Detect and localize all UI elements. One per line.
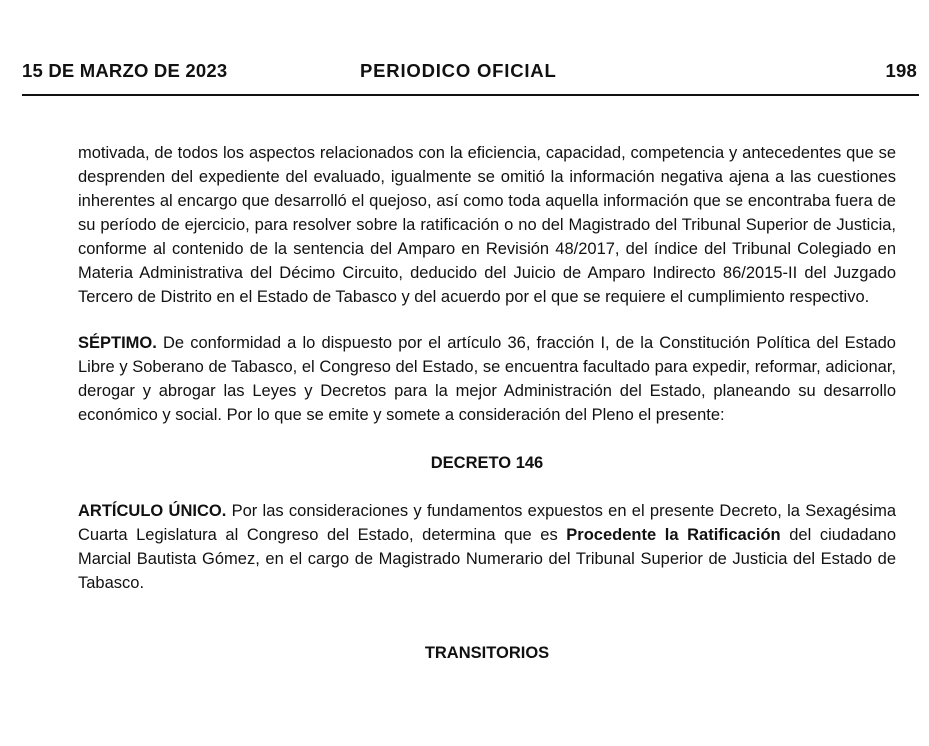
transitorios-heading: TRANSITORIOS [424,644,550,662]
paragraph-motivada: motivada, de todos los aspectos relacionados con la eficiencia, capacidad, competencia y antecedentes que se desprenden del expediente del evaluado, igualmente se omitió la información negativa ajena a las cuestiones inherentes al encargo que desarrolló el quejoso, así como toda aquella información que se encontraba fuera de su período de ejercicio, para resolver sobre la ratificación o no del Magistrado del Tribunal Superior de Justicia, conforme al contenido de la sentencia del Amparo en Revisión 48/2017, del índice del Tribunal Colegiado en Materia Administrativa del Décimo Circuito, deducido del Juicio de Amparo Indirecto 86/2015-II del Juzgado Tercero de Distrito en el Estado de Tabasco y del acuerdo por el que se requiere el cumplimiento respectivo. [78,144,896,306]
header-date: 15 DE MARZO DE 2023 [22,60,228,81]
decreto-heading: DECRETO 146 [430,454,544,472]
header-rule [22,94,919,96]
septimo-label: SÉPTIMO. [78,334,157,352]
articulo-bold-phrase: Procedente la Ratificación [566,526,781,544]
articulo-label: ARTÍCULO ÚNICO. [78,502,227,520]
paragraph-septimo [78,331,896,427]
articulo-text-after: del ciudadano Marcial Bautista Gómez, en el cargo de Magistrado Numerario del Tribunal Superior de Justicia del Estado de Tabasco. [78,526,897,592]
header-title: PERIODICO OFICIAL [360,60,557,81]
header-page-number: 198 [885,60,917,81]
paragraph-articulo-unico [78,499,896,595]
articulo-text-before: Por las consideraciones y fundamentos expuestos en el presente Decreto, la Sexagésima Cuarta Legislatura al Congreso del Estado, determina que es [78,502,896,544]
page-header [22,60,917,84]
septimo-text: De conformidad a lo dispuesto por el artículo 36, fracción I, de la Constitución Política del Estado Libre y Soberano de Tabasco, el Congreso del Estado, se encuentra facultado para expedir, reformar, adicionar, derogar y abrogar las Leyes y Decretos para la mejor Administración del Estado, planeando su desarrollo económico y social. Por lo que se emite y somete a consideración del Pleno el presente: [78,334,896,424]
document-body [78,141,896,689]
